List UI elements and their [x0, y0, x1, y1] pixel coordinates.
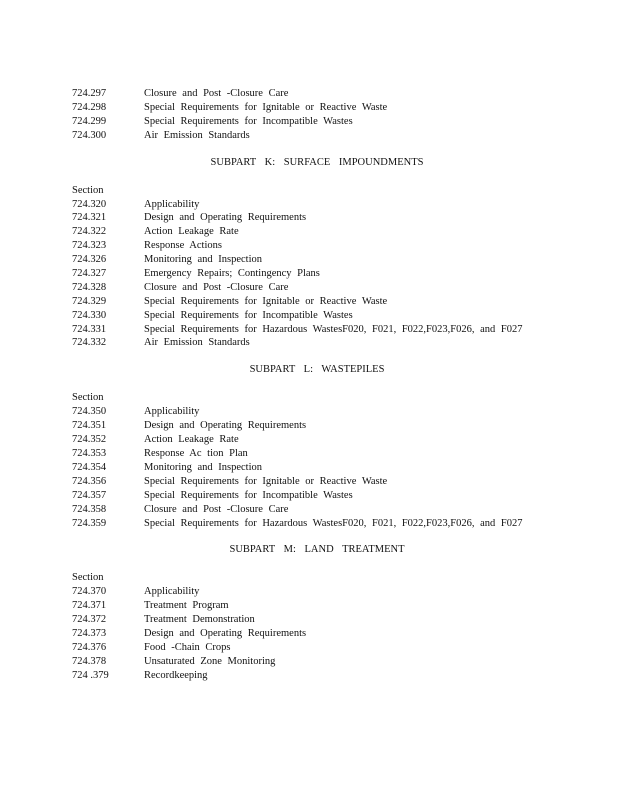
section-entry: [72, 475, 532, 489]
section-title: Food -Chain Crops: [144, 641, 231, 653]
section-title: Special Requirements for Ignitable or Reactive Waste: [144, 475, 388, 487]
section-entry: [72, 419, 532, 433]
section-number: 724.370: [72, 586, 107, 598]
section-entry: [72, 641, 532, 655]
section-entry: [72, 613, 532, 627]
section-number: 724.354: [72, 461, 107, 473]
section-number: 724.330: [72, 309, 107, 321]
section-entry: [72, 323, 532, 337]
section-number: 724.351: [72, 420, 107, 432]
section-entry: [72, 336, 532, 350]
section-title: Applicability: [144, 586, 200, 598]
section-number: 724 .379: [72, 669, 109, 681]
section-title: Special Requirements for Ignitable or Reactive Waste: [144, 295, 388, 307]
section-number: 724.329: [72, 295, 107, 307]
section-title: Response Ac tion Plan: [144, 448, 248, 460]
section-title: Special Requirements for Incompatible Wastes: [144, 309, 353, 321]
subpart-heading: SUBPART K: SURFACE IMPOUNDMENTS: [210, 156, 424, 168]
section-number: 724.331: [72, 323, 107, 335]
section-number: 724.359: [72, 517, 107, 529]
section-title: Air Emission Standards: [144, 337, 250, 349]
section-title: Emergency Repairs; Contingency Plans: [144, 268, 320, 280]
section-title: Closure and Post -Closure Care: [144, 281, 289, 293]
section-entry: [72, 503, 532, 517]
section-number: 724.323: [72, 240, 107, 252]
section-entry: [72, 669, 532, 683]
section-entry: [72, 253, 532, 267]
section-entry: [72, 129, 532, 143]
section-entry: [72, 461, 532, 475]
section-entry: [72, 489, 532, 503]
section-number: 724.356: [72, 475, 107, 487]
section-entry: [72, 101, 532, 115]
section-label: Section: [72, 184, 104, 196]
section-title: Monitoring and Inspection: [144, 254, 262, 266]
section-title: Action Leakage Rate: [144, 226, 239, 238]
section-entry: [72, 225, 532, 239]
section-entry: [72, 295, 532, 309]
section-number: 724.350: [72, 406, 107, 418]
section-entry: [72, 198, 532, 212]
section-number: 724.300: [72, 129, 107, 141]
section-number: 724.358: [72, 503, 107, 515]
section-entry: [72, 239, 532, 253]
section-number: 724.332: [72, 337, 107, 349]
section-entry: [72, 585, 532, 599]
section-number: 724.320: [72, 198, 107, 210]
section-number: 724.326: [72, 254, 107, 266]
section-entry: [72, 281, 532, 295]
section-entry: [72, 627, 532, 641]
section-entry: [72, 655, 532, 669]
section-title: Special Requirements for Hazardous WastesF020, F021, F022,F023,F026, and F027: [144, 517, 523, 529]
section-title: Special Requirements for Incompatible Wastes: [144, 115, 353, 127]
section-entry: [72, 115, 532, 129]
section-entry: [72, 447, 532, 461]
section-entry: [72, 405, 532, 419]
section-title: Design and Operating Requirements: [144, 628, 307, 640]
section-entry: [72, 433, 532, 447]
section-label: Section: [72, 392, 104, 404]
subpart-heading: SUBPART M: LAND TREATMENT: [229, 544, 405, 556]
section-number: 724.352: [72, 434, 107, 446]
section-title: Action Leakage Rate: [144, 434, 239, 446]
section-title: Unsaturated Zone Monitoring: [144, 655, 276, 667]
section-title: Monitoring and Inspection: [144, 461, 262, 473]
section-title: Treatment Program: [144, 600, 229, 612]
section-title: Closure and Post -Closure Care: [144, 503, 289, 515]
section-title: Special Requirements for Ignitable or Reactive Waste: [144, 101, 388, 113]
section-title: Special Requirements for Hazardous WastesF020, F021, F022,F023,F026, and F027: [144, 323, 523, 335]
section-number: 724.371: [72, 600, 107, 612]
section-title: Design and Operating Requirements: [144, 420, 307, 432]
section-title: Response Actions: [144, 240, 222, 252]
section-number: 724.376: [72, 641, 107, 653]
section-entry: [72, 599, 532, 613]
section-title: Applicability: [144, 198, 200, 210]
section-title: Design and Operating Requirements: [144, 212, 307, 224]
subpart-heading: SUBPART L: WASTEPILES: [249, 364, 385, 376]
section-entry: [72, 309, 532, 323]
section-number: 724.353: [72, 448, 107, 460]
section-label: Section: [72, 572, 104, 584]
section-entry: [72, 267, 532, 281]
section-title: Recordkeeping: [144, 669, 208, 681]
section-number: 724.327: [72, 268, 107, 280]
section-entry: [72, 87, 532, 101]
section-entry: [72, 211, 532, 225]
section-number: 724.328: [72, 281, 107, 293]
section-title: Treatment Demonstration: [144, 614, 255, 626]
section-title: Air Emission Standards: [144, 129, 250, 141]
section-number: 724.297: [72, 88, 107, 99]
section-number: 724.373: [72, 628, 107, 640]
section-number: 724.357: [72, 489, 107, 501]
section-number: 724.372: [72, 614, 107, 626]
section-title: Applicability: [144, 406, 200, 418]
section-number: 724.299: [72, 115, 107, 127]
section-number: 724.322: [72, 226, 107, 238]
section-title: Closure and Post -Closure Care: [144, 88, 289, 99]
section-number: 724.298: [72, 101, 107, 113]
section-number: 724.378: [72, 655, 107, 667]
section-entry: [72, 517, 532, 531]
section-title: Special Requirements for Incompatible Wastes: [144, 489, 353, 501]
document-page: [72, 87, 532, 683]
section-number: 724.321: [72, 212, 107, 224]
